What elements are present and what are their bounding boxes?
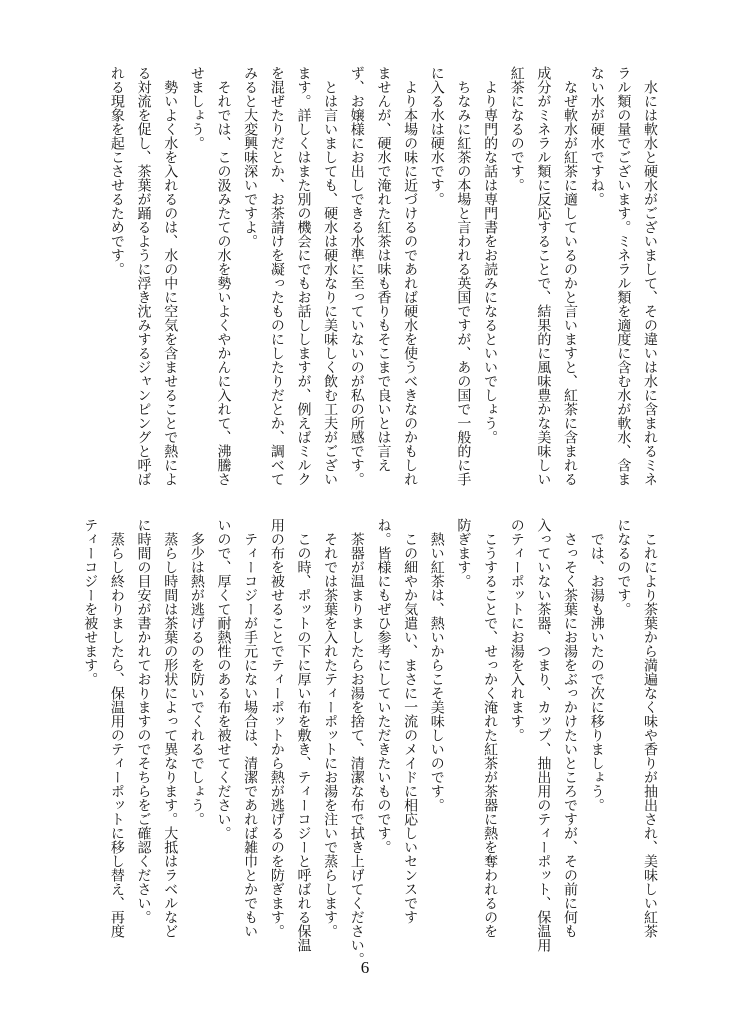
text-line: 防ぎます。 — [455, 518, 472, 588]
text-line: る対流を促し、茶葉が踊るように浮き沈みするジャンピングと呼ば — [135, 66, 152, 486]
text-line: ね。皆様にもぜひ参考にしていただきたいものです。 — [375, 518, 392, 854]
text-line: ませんが、硬水で淹れた紅茶は味も香りもそこまで良いとは言え — [375, 66, 392, 472]
text-line: 入っていない茶器、つまり、カップ、抽出用のティーポット、保温用 — [535, 518, 552, 952]
text-line: ちなみに紅茶の本場と言われる英国ですが、あの国で一般的に手 — [455, 66, 472, 486]
text-line: 成分がミネラル類に反応することで、結果的に風味豊かな美味しい — [535, 66, 552, 486]
text-line: こうすることで、せっかく淹れた紅茶が茶器に熱を奪われるのを — [482, 518, 499, 938]
text-line: この時、ポットの下に厚い布を敷き、ティーコジーと呼ばれる保温 — [295, 518, 312, 952]
text-line: それでは、この汲みたての水を勢いよくやかんに入れて、沸騰さ — [215, 66, 232, 486]
text-line: 蒸らし終わりましたら、保温用のティーポットに移し替え、再度 — [108, 518, 125, 938]
text-line: これにより茶葉から満遍なく味や香りが抽出され、美味しい紅茶 — [642, 518, 658, 938]
text-line: ず、お嬢様にお出しできる水準に至っていないのが私の所感です。 — [348, 66, 365, 486]
upper-text-block — [103, 66, 663, 486]
text-line: に時間の目安が書かれておりますのでそちらをご確認ください。 — [135, 518, 152, 924]
text-line: 多少は熱が逃げるのを防いでくれるでしょう。 — [188, 518, 205, 826]
text-line: 用の布を被せることでティーポットから熱が逃げるのを防ぎます。 — [268, 518, 285, 938]
text-line: みると大変興味深いですよ。 — [242, 66, 259, 248]
text-line: それでは茶葉を入れたティーポットにお湯を注いで蒸らします。 — [322, 518, 339, 938]
text-line: を混ぜたりだとか、お茶請けを凝ったものにしたりだとか、調べて — [268, 66, 285, 486]
text-line: せましょう。 — [188, 66, 205, 150]
text-line: なぜ軟水が紅茶に適しているのかと言いますと、紅茶に含まれる — [562, 66, 579, 486]
page-number: 6 — [360, 958, 370, 977]
text-line: とは言いましても、硬水は硬水なりに美味しく飲む工夫がござい — [322, 66, 339, 486]
text-line: 水には軟水と硬水がございまして、その違いは水に含まれるミネ — [642, 66, 658, 486]
text-line: さっそく茶葉にお湯をぶっかけたいところですが、その前に何も — [562, 518, 579, 938]
text-line: より専門的な話は専門書をお読みになるといいでしょう。 — [482, 66, 499, 444]
text-line: のティーポットにお湯を入れます。 — [508, 518, 525, 742]
text-line: ない水が硬水ですね。 — [588, 66, 605, 206]
text-line: より本場の味に近づけるのであれば硬水を使うべきなのかもしれ — [402, 66, 419, 486]
text-line: ティーコジーが手元にない場合は、清潔であれば雑巾とかでもい — [242, 518, 259, 938]
text-line: 茶器が温まりましたらお湯を捨て、清潔な布で拭き上げてください。 — [348, 518, 365, 966]
lower-text-block — [77, 518, 663, 966]
text-line: に入る水は硬水です。 — [428, 66, 445, 206]
text-line: 紅茶になるのです。 — [508, 66, 525, 192]
text-line: この細やか気遣い、まさに一流のメイドに相応しいセンスです — [402, 518, 419, 924]
text-line: では、お湯も沸いたので次に移りましょう。 — [588, 518, 605, 812]
text-line: 熱い紅茶は、熱いからこそ美味しいのです。 — [428, 518, 445, 812]
text-line: 蒸らし時間は茶葉の形状によって異なります。大抵はラベルなど — [162, 518, 179, 938]
text-line: いので、厚くて耐熱性のある布を被せてください。 — [215, 518, 232, 840]
text-line: ます。詳しくはまた別の機会にでもお話ししますが、例えばミルク — [295, 66, 312, 486]
text-line: 勢いよく水を入れるのは、水の中に空気を含ませることで熱によ — [162, 66, 179, 486]
text-line: になるのです。 — [615, 518, 632, 616]
text-line: ティーコジーを被せます。 — [82, 518, 99, 686]
text-line: れる現象を起こさせるためです。 — [108, 66, 125, 276]
text-line: ラル類の量でございます。ミネラル類を適度に含む水が軟水、含ま — [615, 66, 632, 486]
